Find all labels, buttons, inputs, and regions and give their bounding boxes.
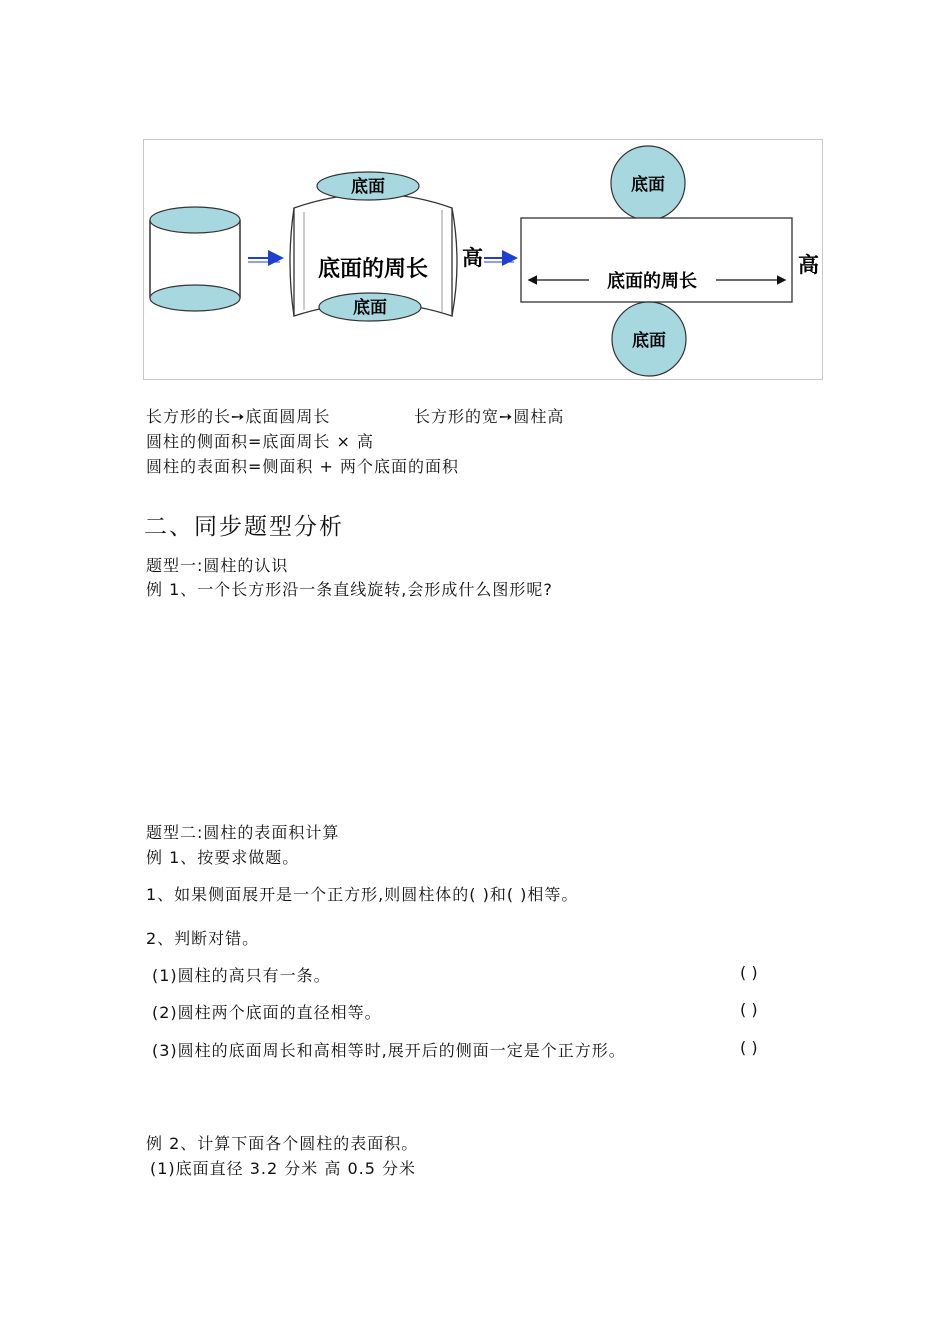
arrow-right-2 bbox=[484, 258, 514, 262]
section-title: 二、同步题型分析 bbox=[144, 514, 344, 540]
judge-answer-blank-3: ( ) bbox=[740, 1038, 758, 1057]
circle-label-top: 底面 bbox=[631, 175, 665, 195]
example2-item-1: (1)底面直径 3.2 分米 高 0.5 分米 bbox=[150, 1159, 416, 1178]
curved-circumference-label: 底面的周长 bbox=[317, 257, 429, 282]
arrow-right-1 bbox=[248, 258, 280, 262]
type2-example1: 例 1、按要求做题。 bbox=[146, 848, 300, 867]
type1-title: 题型一:圆柱的认识 bbox=[146, 556, 289, 575]
judge-item-3: (3)圆柱的底面周长和高相等时,展开后的侧面一定是个正方形。 bbox=[152, 1041, 626, 1060]
judge-item-1: (1)圆柱的高只有一条。 bbox=[152, 966, 331, 985]
note-lateral-area-formula: 圆柱的侧面积=底面周长 × 高 bbox=[146, 432, 374, 451]
judge-item-2: (2)圆柱两个底面的直径相等。 bbox=[152, 1003, 382, 1022]
circle-label-bottom: 底面 bbox=[632, 331, 666, 351]
height-label-middle: 高 bbox=[462, 246, 483, 270]
cylinder-shape bbox=[150, 207, 240, 311]
note-surface-area-formula: 圆柱的表面积=侧面积 + 两个底面的面积 bbox=[146, 457, 459, 476]
note-width-to-height: 长方形的宽➙圆柱高 bbox=[414, 407, 565, 426]
type1-example1: 例 1、一个长方形沿一条直线旋转,会形成什么图形呢? bbox=[146, 580, 553, 599]
cylinder-unfold-diagram bbox=[143, 139, 823, 380]
judge-answer-blank-2: ( ) bbox=[740, 1000, 758, 1019]
diagram-svg bbox=[144, 140, 824, 381]
judge-answer-blank-1: ( ) bbox=[740, 963, 758, 982]
cap-label-top: 底面 bbox=[351, 177, 385, 197]
question-2: 2、判断对错。 bbox=[146, 929, 260, 948]
question-1: 1、如果侧面展开是一个正方形,则圆柱体的( )和( )相等。 bbox=[146, 885, 579, 904]
height-label-right: 高 bbox=[798, 253, 819, 277]
type2-example2: 例 2、计算下面各个圆柱的表面积。 bbox=[146, 1134, 419, 1153]
type2-title: 题型二:圆柱的表面积计算 bbox=[146, 823, 340, 842]
cap-label-bottom: 底面 bbox=[353, 298, 387, 318]
note-length-to-circumference: 长方形的长➙底面圆周长 bbox=[146, 407, 331, 426]
rect-circumference-label: 底面的周长 bbox=[607, 271, 697, 292]
